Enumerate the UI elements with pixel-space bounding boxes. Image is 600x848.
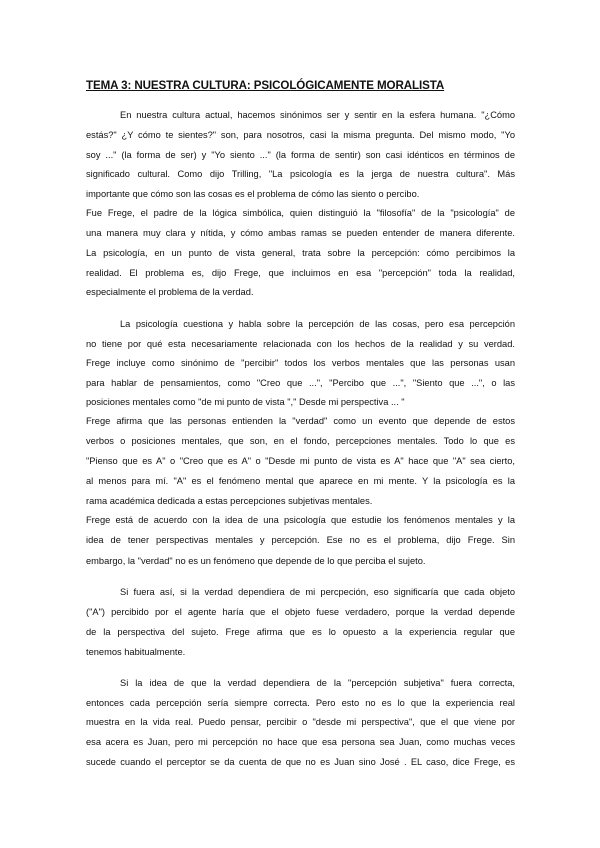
text-line: de la perspectiva del sujeto. Frege afirma que es lo opuesto a la experiencia regular que xyxy=(86,627,515,637)
text-line: sucede cuando el perceptor se da cuenta de que no es Juan sino José . EL caso, dice Frege, es xyxy=(86,757,515,767)
text-line: significado cultural. Como dijo Trilling, "La psicología es la jerga de nuestra cultura". Más xyxy=(86,169,515,179)
document-title: TEMA 3: NUESTRA CULTURA: PSICOLÓGICAMENTE MORALISTA xyxy=(86,79,445,92)
text-line: embargo, la "verdad" no es un fenómeno que depende de lo que perciba el sujeto. xyxy=(86,556,426,566)
text-line: Frege está de acuerdo con la idea de una psicología que estudie los fenómenos mentales y la xyxy=(86,515,515,525)
text-line: para hablar de pensamientos, como "Creo que ...", "Percibo que ...", "Siento que ...", o las xyxy=(86,378,515,388)
text-line: idea de tener perspectivas mentales y percepción. Ese no es el problema, dijo Frege. Sin xyxy=(86,535,515,545)
text-line: estás?" ¿Y cómo te sientes?" son, para nosotros, casi la misma pregunta. Del mismo modo, "Yo xyxy=(86,130,515,140)
text-line: verbos o posiciones mentales, que son, en el fondo, percepciones mentales. Todo lo que es xyxy=(86,436,515,446)
text-line: La psicología cuestiona y habla sobre la percepción de las cosas, pero esa percepción xyxy=(120,319,515,329)
text-line: esa acera es Juan, pero mi percepción no hace que esa persona sea Juan, como muchas veces xyxy=(86,737,515,747)
text-line: Si fuera así, si la verdad dependiera de mi percpeción, eso significaría que cada objeto xyxy=(120,587,515,597)
text-line: soy ..." (la forma de ser) y "Yo siento ..." (la forma de sentir) son casi idénticos en términos de xyxy=(86,150,515,160)
text-line: especialmente el problema de la verdad. xyxy=(86,287,254,297)
text-line: al menos para mí. "A" es el fenómeno mental que aparece en mi mente. Y la psicología es la xyxy=(86,476,515,486)
text-line: "Pienso que es A" o "Creo que es A" o "Desde mi punto de vista es A" hace que "A" sea cierto, xyxy=(86,456,515,466)
text-line: Frege afirma que las personas entienden la "verdad" como un evento que depende de estos xyxy=(86,416,515,426)
text-line: Si la idea de que la verdad dependiera de la "percepción subjetiva" fuera correcta, xyxy=(120,678,515,688)
text-line: importante que cómo son las cosas es el problema de cómo las siento o percibo. xyxy=(86,189,420,199)
text-line: entonces cada percepción sería siempre correcta. Pero esto no es lo que la experiencia real xyxy=(86,698,515,708)
text-line: posiciones mentales como "de mi punto de vista "," Desde mi perspectiva ... " xyxy=(86,397,405,407)
text-line: Frege incluye como sinónimo de "percibir" todos los verbos mentales que las personas usan xyxy=(86,358,515,368)
text-line: Fue Frege, el padre de la lógica simbólica, quien distinguió la "filosofía" de la "psicología" de xyxy=(86,208,515,218)
text-line: En nuestra cultura actual, hacemos sinónimos ser y sentir en la esfera humana. "¿Cómo xyxy=(120,110,515,120)
text-line: La psicología, en un punto de vista general, trata sobre la percepción: cómo percibimos la xyxy=(86,248,515,258)
text-line: una manera muy clara y nítida, y cómo ambas ramas se pueden entender de manera diferente. xyxy=(86,228,515,238)
text-line: ("A") percibido por el agente haría que el objeto fuese verdadero, porque la verdad depende xyxy=(86,607,515,617)
text-line: muestra en la vida real. Puedo pensar, percibir o "desde mi perspectiva", que el que viene por xyxy=(86,717,515,727)
text-line: tenemos habitualmente. xyxy=(86,647,186,657)
text-line: rama académica dedicada a estas percepciones subjetivas mentales. xyxy=(86,496,373,506)
text-line: realidad. El problema es, dijo Frege, que incluimos en esa "percepción" toda la realidad, xyxy=(86,268,515,278)
text-line: no tiene por qué esta necesariamente relacionada con los hechos de la realidad y su verdad. xyxy=(86,339,515,349)
